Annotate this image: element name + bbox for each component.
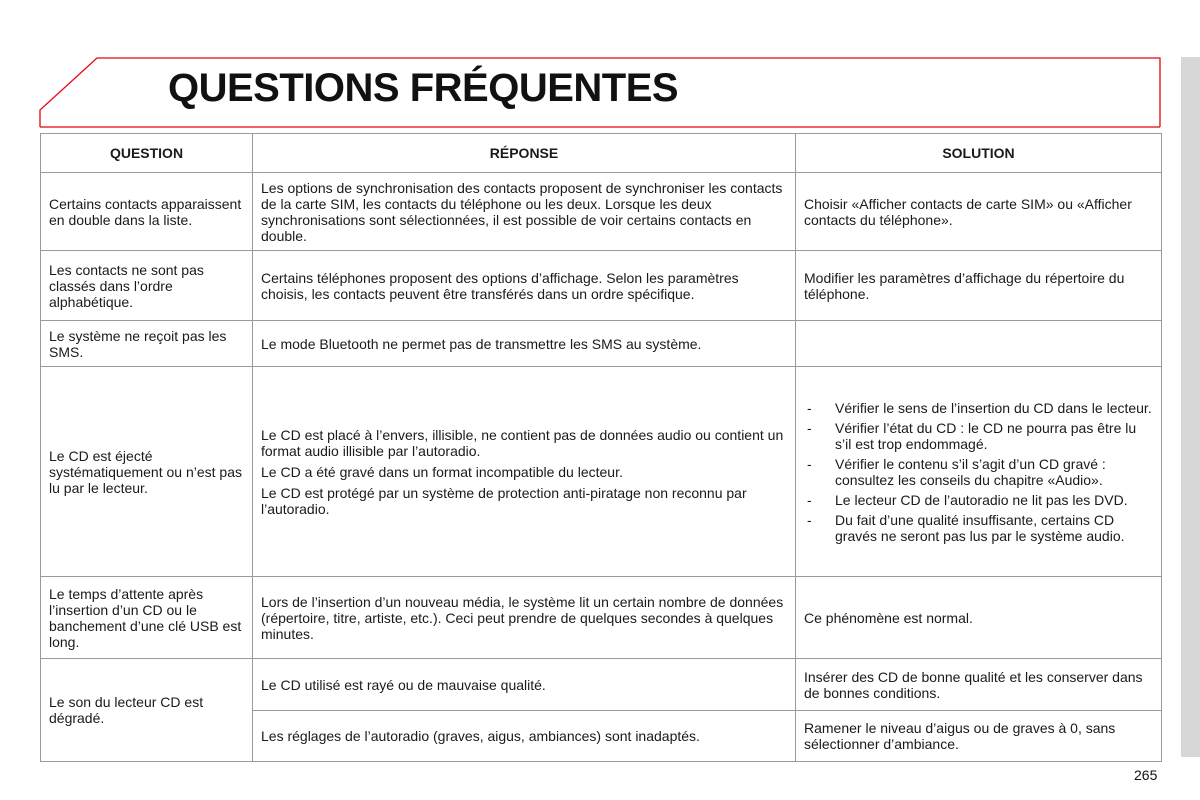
question-cell: Le temps d’attente après l’insertion d’un CD ou le banchement d’une clé USB est long. xyxy=(41,577,253,659)
page-title: QUESTIONS FRÉQUENTES xyxy=(168,66,679,110)
side-tab xyxy=(1181,57,1200,757)
solution-list xyxy=(804,400,1153,544)
column-header-answer: RÉPONSE xyxy=(253,134,796,173)
solution-cell xyxy=(796,367,1162,577)
table-row xyxy=(41,577,1162,659)
table-row xyxy=(41,367,1162,577)
answer-cell: Les options de synchronisation des contacts proposent de synchroniser les contacts de la carte SIM, les contacts du téléphone ou les deux. Lorsque les deux synchronisations sont sélectionnées, il est possible de voir certains contacts en double. xyxy=(253,173,796,251)
question-cell: Le son du lecteur CD est dégradé. xyxy=(41,659,253,762)
solution-list-item: - Vérifier le contenu s’il s’agit d’un CD gravé : consultez les conseils du chapitre «Audio». xyxy=(804,456,1153,488)
table-row xyxy=(41,659,1162,711)
question-cell: Le système ne reçoit pas les SMS. xyxy=(41,321,253,367)
answer-cell: Lors de l’insertion d’un nouveau média, le système lit un certain nombre de données (répertoire, titre, artiste, etc.). Ceci peut prendre de quelques secondes à quelques minutes. xyxy=(253,577,796,659)
question-cell: Le CD est éjecté systématiquement ou n’est pas lu par le lecteur. xyxy=(41,367,253,577)
answer-cell: Les réglages de l’autoradio (graves, aigus, ambiances) sont inadaptés. xyxy=(253,711,796,762)
answer-paragraph: Le CD est protégé par un système de protection anti-piratage non reconnu par l’autoradio. xyxy=(261,484,747,517)
solution-list-item: - Le lecteur CD de l’autoradio ne lit pas les DVD. xyxy=(804,492,1153,508)
question-cell: Certains contacts apparaissent en double dans la liste. xyxy=(41,173,253,251)
table-row xyxy=(41,251,1162,321)
answer-cell xyxy=(253,367,796,577)
column-header-question: QUESTION xyxy=(41,134,253,173)
answer-paragraph: Le CD est placé à l’envers, illisible, ne contient pas de données audio ou contient un format audio illisible par l’autoradio. xyxy=(261,426,784,459)
solution-list-item: - Du fait d’une qualité insuffisante, certains CD gravés ne seront pas lus par le système audio. xyxy=(804,512,1153,544)
answer-cell: Le CD utilisé est rayé ou de mauvaise qualité. xyxy=(253,659,796,711)
solution-cell: Ramener le niveau d’aigus ou de graves à 0, sans sélectionner d’ambiance. xyxy=(796,711,1162,762)
table-row xyxy=(41,321,1162,367)
solution-cell: Insérer des CD de bonne qualité et les conserver dans de bonnes conditions. xyxy=(796,659,1162,711)
question-cell: Les contacts ne sont pas classés dans l’ordre alphabétique. xyxy=(41,251,253,321)
solution-cell: Modifier les paramètres d’affichage du répertoire du téléphone. xyxy=(796,251,1162,321)
page-number: 265 xyxy=(1134,767,1158,783)
solution-cell xyxy=(796,321,1162,367)
answer-cell: Le mode Bluetooth ne permet pas de transmettre les SMS au système. xyxy=(253,321,796,367)
faq-table xyxy=(40,133,1162,762)
column-header-solution: SOLUTION xyxy=(796,134,1162,173)
table-row xyxy=(41,173,1162,251)
answer-paragraph: Le CD a été gravé dans un format incompatible du lecteur. xyxy=(261,463,623,480)
answer-cell: Certains téléphones proposent des options d’affichage. Selon les paramètres choisis, les contacts peuvent être transférés dans un ordre spécifique. xyxy=(253,251,796,321)
solution-list-item: - Vérifier le sens de l’insertion du CD dans le lecteur. xyxy=(804,400,1153,416)
solution-cell: Choisir «Afficher contacts de carte SIM» ou «Afficher contacts du téléphone». xyxy=(796,173,1162,251)
solution-cell: Ce phénomène est normal. xyxy=(796,577,1162,659)
solution-list-item: - Vérifier l’état du CD : le CD ne pourra pas être lu s’il est trop endommagé. xyxy=(804,420,1153,452)
table-header-row xyxy=(41,134,1162,173)
